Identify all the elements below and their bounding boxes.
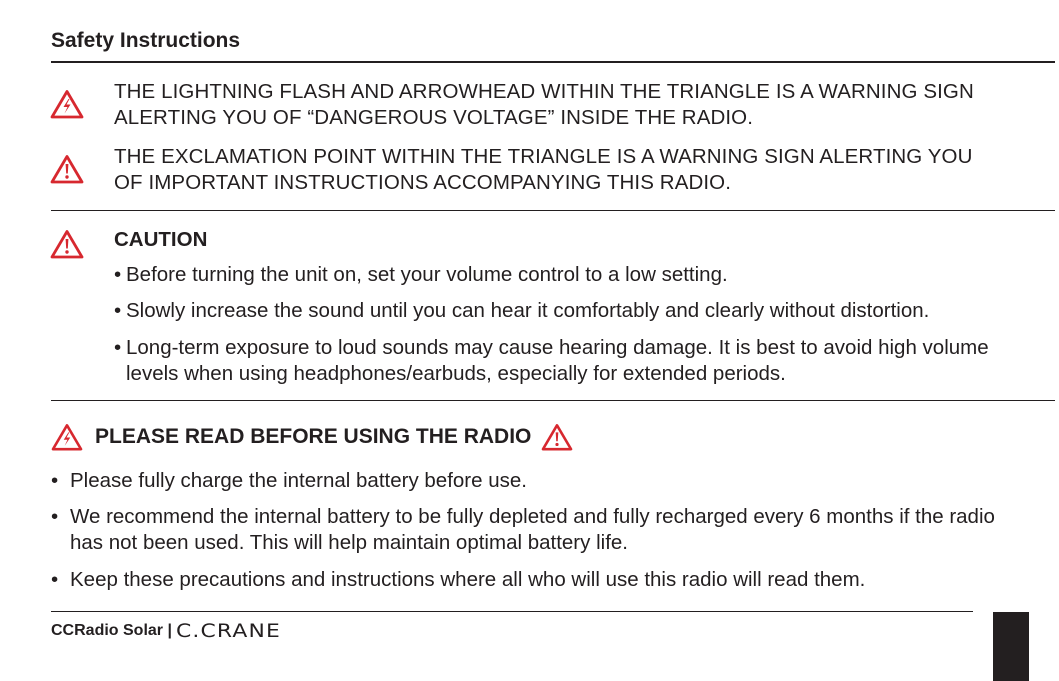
bullet-dot: • bbox=[114, 336, 122, 359]
lightning-warning-icon bbox=[50, 89, 84, 119]
read-before-item bbox=[51, 504, 1006, 556]
read-before-item-text: Keep these precautions and instructions where all who will use this radio will read them. bbox=[70, 568, 866, 591]
bullet-dot: • bbox=[51, 469, 59, 492]
title-divider bbox=[51, 61, 1055, 63]
caution-item-text: Before turning the unit on, set your volume control to a low setting. bbox=[126, 263, 728, 286]
bullet-dot: • bbox=[51, 568, 59, 591]
lightning-warning-text: THE LIGHTNING FLASH AND ARROWHEAD WITHIN THE TRIANGLE IS A WARNING SIGN ALERTING YOU OF “DANGEROUS VOLTAGE” INSIDE THE RADIO. bbox=[114, 80, 974, 129]
read-before-item bbox=[51, 567, 1011, 593]
caution-item bbox=[114, 298, 1014, 324]
footer-product-name: CCRadio Solar | bbox=[51, 622, 172, 639]
caution-item bbox=[114, 335, 999, 387]
read-before-heading: PLEASE READ BEFORE USING THE RADIO bbox=[95, 425, 532, 448]
read-before-item bbox=[51, 468, 1011, 494]
footer-divider bbox=[51, 611, 973, 612]
caution-item bbox=[114, 262, 1014, 288]
section-divider bbox=[51, 400, 1055, 401]
read-before-item-text: We recommend the internal battery to be fully depleted and fully recharged every 6 months if the radio has not been used. This will help maintain optimal battery life. bbox=[70, 505, 995, 554]
exclamation-warning-icon bbox=[50, 154, 84, 184]
page-title: Safety Instructions bbox=[51, 29, 241, 52]
caution-item-text: Slowly increase the sound until you can hear it comfortably and clearly without distortion. bbox=[126, 299, 930, 322]
caution-heading: CAUTION bbox=[114, 228, 208, 251]
section-divider bbox=[51, 210, 1055, 211]
bullet-dot: • bbox=[114, 299, 122, 322]
bullet-dot: • bbox=[51, 505, 59, 528]
caution-item-text: Long-term exposure to loud sounds may cause hearing damage. It is best to avoid high volume levels when using headphones/earbuds, especially for extended periods. bbox=[126, 336, 989, 385]
exclamation-warning-text: THE EXCLAMATION POINT WITHIN THE TRIANGLE IS A WARNING SIGN ALERTING YOU OF IMPORTANT INSTRUCTIONS ACCOMPANYING THIS RADIO. bbox=[114, 145, 973, 194]
read-before-heading-row bbox=[51, 422, 573, 452]
lightning-warning-icon bbox=[51, 423, 83, 451]
footer bbox=[51, 620, 281, 642]
brand-logo: C.CRANE bbox=[175, 620, 281, 642]
page-edge-tab bbox=[993, 612, 1029, 681]
bullet-dot: • bbox=[114, 263, 122, 286]
caution-warning-icon bbox=[50, 229, 84, 259]
read-before-item-text: Please fully charge the internal battery before use. bbox=[70, 469, 527, 492]
exclamation-warning-icon bbox=[541, 423, 573, 451]
